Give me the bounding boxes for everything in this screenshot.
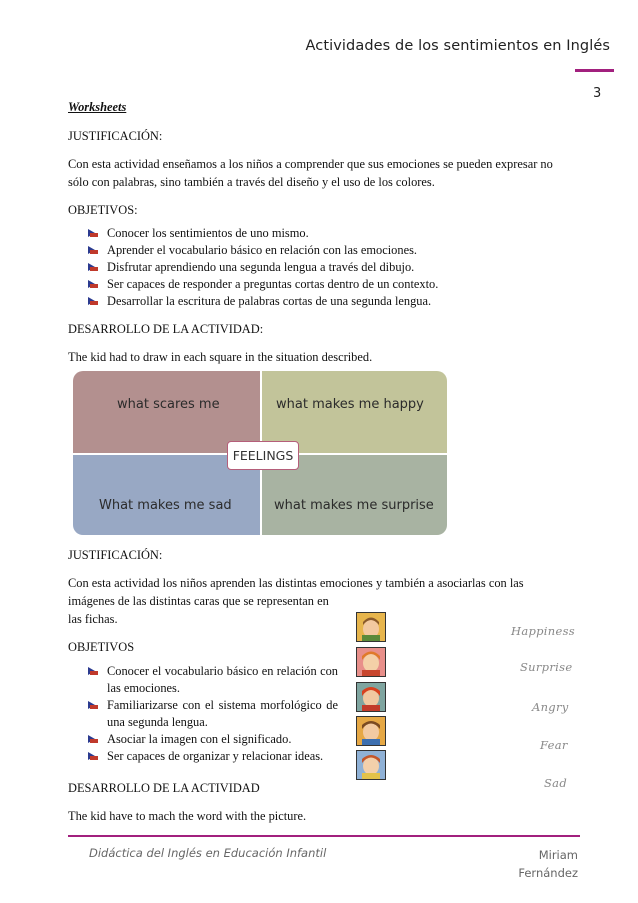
bullet-icon xyxy=(88,667,98,676)
bullet-icon xyxy=(88,246,98,255)
list-item xyxy=(88,276,438,293)
justificacion2-line1: Con esta actividad los niños aprenden las distintas emociones y también a asociarlas con las xyxy=(68,576,524,590)
justificacion-label: JUSTIFICACIÓN: xyxy=(68,129,163,143)
bullet-icon xyxy=(88,297,98,306)
justificacion2-line2: imágenes de las distintas caras que se representan en xyxy=(68,594,329,608)
footer-course: Didáctica del Inglés en Educación Infantil xyxy=(89,846,327,860)
footer-author-last: Fernández xyxy=(518,866,578,880)
list-item xyxy=(88,731,338,748)
justificacion-label-2: JUSTIFICACIÓN: xyxy=(68,548,163,562)
desarrollo-text: The kid had to draw in each square in the situation described. xyxy=(68,350,373,364)
quadrant-label: what makes me surprise xyxy=(274,498,434,513)
face-surprise-image xyxy=(356,647,386,677)
list-item-text: Ser capaces de organizar y relacionar ideas. xyxy=(107,749,324,763)
bullet-icon xyxy=(88,229,98,238)
word-happiness: Happiness xyxy=(511,624,576,638)
word-sad: Sad xyxy=(544,776,567,790)
face-sad-image xyxy=(356,750,386,780)
quadrant-label: What makes me sad xyxy=(99,498,232,513)
footer-divider xyxy=(68,835,580,837)
justificacion-text-line2: sólo con palabras, sino también a través del diseño y el uso de los colores. xyxy=(68,175,435,189)
list-item-text: Familiarizarse con el sistema morfológico de una segunda lengua. xyxy=(107,698,338,729)
list-item-text: Ser capaces de responder a preguntas cortas dentro de un contexto. xyxy=(107,277,439,291)
quadrant-label: what scares me xyxy=(117,397,220,412)
list-item xyxy=(88,293,438,310)
face-happiness-image xyxy=(356,612,386,642)
objetivos-list xyxy=(88,225,438,310)
justificacion-text-line1: Con esta actividad enseñamos a los niños a comprender que sus emociones se pueden expresar no xyxy=(68,157,553,171)
bullet-icon xyxy=(88,735,98,744)
face-angry-image xyxy=(356,682,386,712)
objetivos-label-2: OBJETIVOS xyxy=(68,640,135,654)
bullet-icon xyxy=(88,280,98,289)
section-heading: Worksheets xyxy=(68,100,127,114)
list-item xyxy=(88,225,438,242)
desarrollo-label: DESARROLLO DE LA ACTIVIDAD: xyxy=(68,322,264,336)
bullet-icon xyxy=(88,752,98,761)
word-angry: Angry xyxy=(532,700,569,714)
bullet-icon xyxy=(88,701,98,710)
list-item xyxy=(88,748,338,765)
bullet-icon xyxy=(88,263,98,272)
footer-author xyxy=(518,846,578,882)
word-fear: Fear xyxy=(540,738,568,752)
list-item-text: Asociar la imagen con el significado. xyxy=(107,732,292,746)
header-accent-bar xyxy=(575,69,614,72)
quadrant-label: what makes me happy xyxy=(276,397,424,412)
desarrollo-text-2: The kid have to mach the word with the picture. xyxy=(68,809,307,823)
face-fear-image xyxy=(356,716,386,746)
list-item xyxy=(88,259,438,276)
desarrollo-label-2: DESARROLLO DE LA ACTIVIDAD xyxy=(68,781,260,795)
objetivos-list-2 xyxy=(88,663,338,765)
list-item xyxy=(88,242,438,259)
objetivos-label: OBJETIVOS: xyxy=(68,203,138,217)
list-item-text: Conocer los sentimientos de uno mismo. xyxy=(107,226,309,240)
feelings-center-label: FEELINGS xyxy=(227,441,299,470)
list-item xyxy=(88,663,338,697)
list-item-text: Desarrollar la escritura de palabras cortas de una segunda lengua. xyxy=(107,294,432,308)
list-item-text: Disfrutar aprendiendo una segunda lengua a través del dibujo. xyxy=(107,260,415,274)
word-surprise: Surprise xyxy=(520,660,573,674)
footer-author-first: Miriam xyxy=(538,848,578,862)
page-number: 3 xyxy=(593,86,602,101)
justificacion2-line3: las fichas. xyxy=(68,612,118,626)
list-item xyxy=(88,697,338,731)
header-title: Actividades de los sentimientos en Inglés xyxy=(305,38,610,54)
list-item-text: Aprender el vocabulario básico en relación con las emociones. xyxy=(107,243,417,257)
list-item-text: Conocer el vocabulario básico en relación con las emociones. xyxy=(107,664,338,695)
